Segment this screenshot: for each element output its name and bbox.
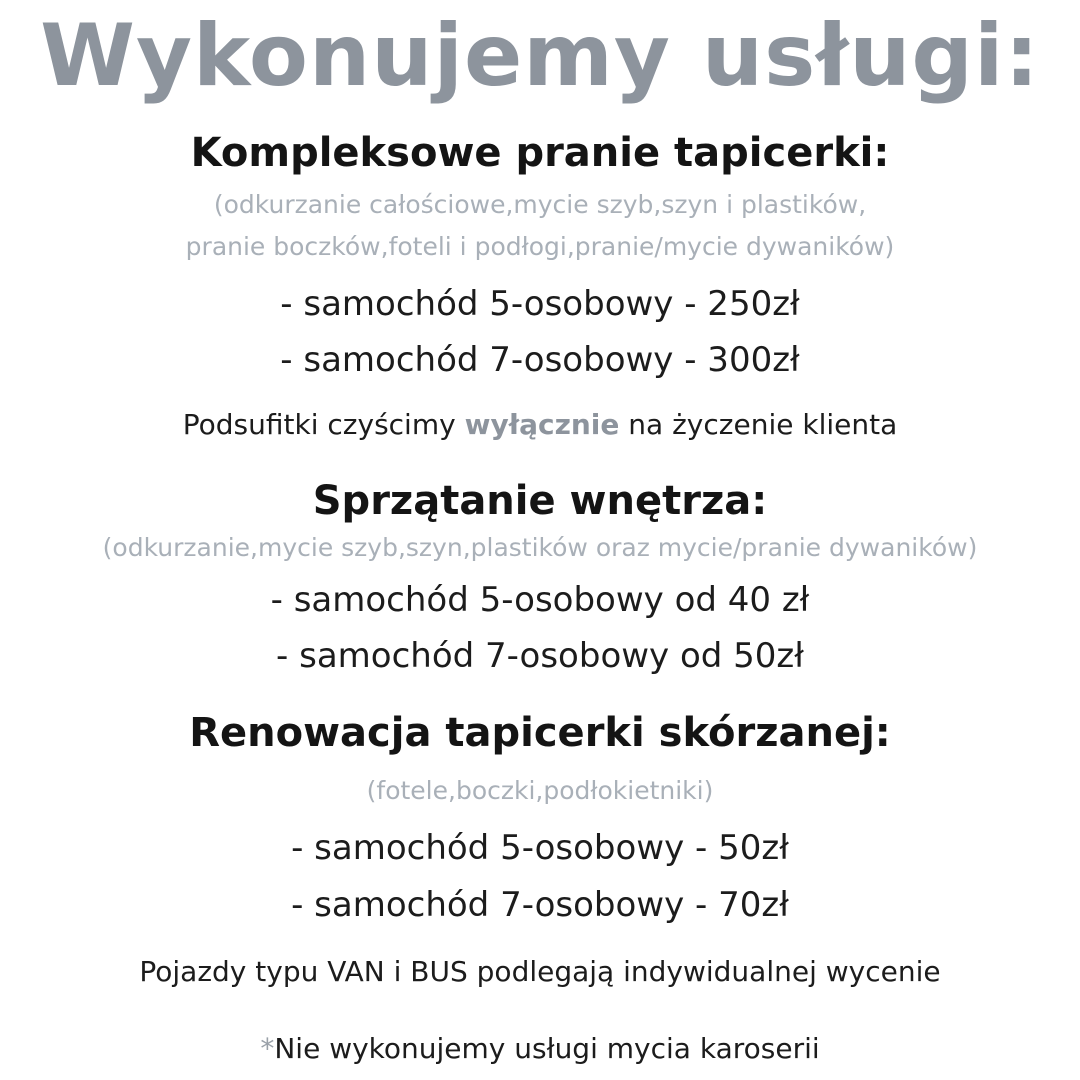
section-heading-leather-renovation: Renowacja tapicerki skórzanej: <box>189 710 891 756</box>
disclaimer-text: Nie wykonujemy usługi mycia karoserii <box>274 1032 820 1065</box>
headliner-note <box>0 408 1080 441</box>
section-heading-interior-cleaning: Sprzątanie wnętrza: <box>312 478 768 524</box>
page-title: Wykonujemy usługi: <box>40 6 1040 106</box>
note-text: Podsufitki czyścimy <box>182 408 465 441</box>
price-item: - samochód 7-osobowy od 50zł <box>276 636 804 676</box>
section-description-line: pranie boczków,foteli i podłogi,pranie/mycie dywaników) <box>185 232 895 261</box>
section-description-line: (fotele,boczki,podłokietniki) <box>366 776 714 805</box>
section-description-line: (odkurzanie,mycie szyb,szyn,plastików oraz mycie/pranie dywaników) <box>102 533 978 562</box>
price-item: - samochód 7-osobowy - 70zł <box>291 885 789 925</box>
disclaimer <box>0 1032 1080 1065</box>
section-heading-upholstery-washing: Kompleksowe pranie tapicerki: <box>190 130 890 176</box>
note-emphasis: wyłącznie <box>464 408 620 441</box>
note-text: na życzenie klienta <box>619 408 898 441</box>
price-item: - samochód 5-osobowy od 40 zł <box>270 580 810 620</box>
price-item: - samochód 5-osobowy - 50zł <box>291 828 789 868</box>
asterisk-mark: * <box>260 1032 275 1065</box>
section-description-line: (odkurzanie całościowe,mycie szyb,szyn i plastików, <box>213 190 867 219</box>
van-bus-note: Pojazdy typu VAN i BUS podlegają indywidualnej wycenie <box>139 955 941 988</box>
price-item: - samochód 5-osobowy - 250zł <box>280 284 800 324</box>
price-item: - samochód 7-osobowy - 300zł <box>280 340 800 380</box>
